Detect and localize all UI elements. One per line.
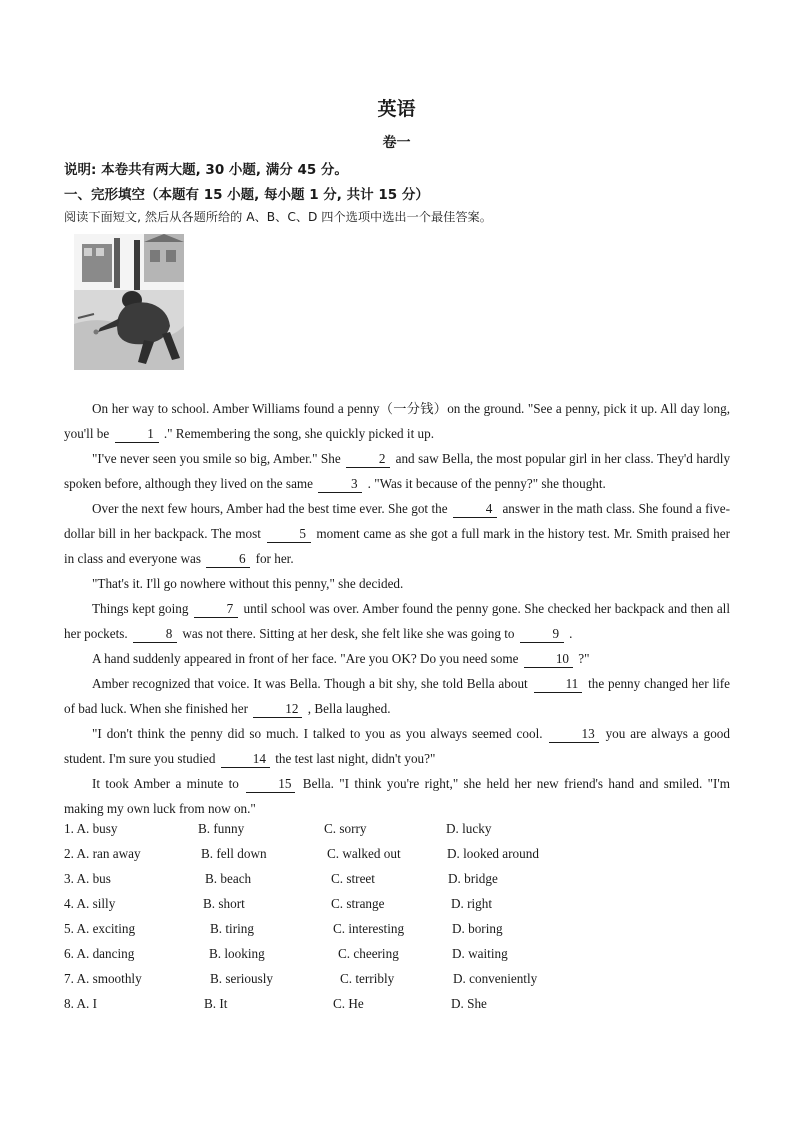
answer-blank: 9 <box>520 626 564 643</box>
answer-blank: 6 <box>206 551 250 568</box>
answer-blank: 1 <box>115 426 159 443</box>
option-d: D. bridge <box>448 871 498 886</box>
answer-blank: 13 <box>549 726 598 743</box>
answer-blank: 4 <box>453 501 497 518</box>
answer-blank: 8 <box>133 626 177 643</box>
passage-paragraph: Things kept going 7 until school was over. Amber found the penny gone. She checked her backpack and then all her pockets. 8 was not there. Sitting at her desk, she felt like she was going to 9 . <box>64 601 730 641</box>
passage-paragraph: Over the next few hours, Amber had the best time ever. She got the 4 answer in the math class. She found a five-dollar bill in her backpack. The most 5 moment came as she got a full mark in the history test. Mr. Smith praised her in class and everyone was 6 for her. <box>64 501 731 566</box>
passage-paragraph: "I've never seen you smile so big, Amber." She 2 and saw Bella, the most popular girl in her class. They'd hardly spoken before, although they lived on the same 3 . "Was it because of the penny?" she thought. <box>64 451 731 491</box>
answer-blank: 2 <box>346 451 390 468</box>
option-d: D. waiting <box>452 946 508 961</box>
answer-blank: 15 <box>246 776 295 793</box>
option-b: B. tiring <box>210 921 254 936</box>
passage-paragraph: "That's it. I'll go nowhere without this penny," she decided. <box>92 576 404 591</box>
option-c: C. terribly <box>340 971 395 986</box>
option-b: B. seriously <box>210 971 274 986</box>
page-title: 英语 <box>377 98 416 120</box>
section-heading: 一、完形填空（本题有 15 小题, 每小题 1 分, 共计 15 分） <box>64 187 429 203</box>
girl-picking-penny-illustration <box>74 234 184 370</box>
option-a: 8. A. I <box>64 996 97 1011</box>
cloze-passage <box>64 396 730 821</box>
answer-blank: 12 <box>253 701 302 718</box>
option-c: C. walked out <box>327 846 401 861</box>
option-c: C. street <box>331 871 375 886</box>
option-c: C. cheering <box>338 946 399 961</box>
option-a: 2. A. ran away <box>64 846 141 861</box>
option-d: D. looked around <box>447 846 539 861</box>
option-b: B. short <box>203 896 245 911</box>
passage-paragraph: Amber recognized that voice. It was Bella. Though a bit shy, she told Bella about 11 the penny changed her life of bad luck. When she finished her 12 , Bella laughed. <box>64 676 731 716</box>
option-b: B. funny <box>198 821 245 836</box>
option-b: B. looking <box>209 946 265 961</box>
option-a: 7. A. smoothly <box>64 971 142 986</box>
answer-blank: 10 <box>524 651 573 668</box>
option-b: B. fell down <box>201 846 267 861</box>
option-a: 3. A. bus <box>64 871 111 886</box>
passage-paragraph: It took Amber a minute to 15 Bella. "I think you're right," she held her new friend's hand and smiled. "I'm making my own luck from now on." <box>64 776 731 816</box>
answer-blank: 3 <box>318 476 362 493</box>
option-a: 6. A. dancing <box>64 946 135 961</box>
option-a: 5. A. exciting <box>64 921 136 936</box>
answer-blank: 5 <box>267 526 311 543</box>
answer-blank: 11 <box>534 676 583 693</box>
answer-blank: 7 <box>194 601 238 618</box>
option-a: 1. A. busy <box>64 821 118 836</box>
option-c: C. He <box>333 996 364 1011</box>
option-d: D. lucky <box>446 821 492 836</box>
option-d: D. right <box>451 896 493 911</box>
option-d: D. She <box>451 996 487 1011</box>
option-d: D. boring <box>452 921 503 936</box>
passage-paragraph: On her way to school. Amber Williams found a penny（一分钱）on the ground. "See a penny, pick it up. All day long, you'll be 1 ." Remembering the song, she quickly picked it up. <box>64 401 730 441</box>
answer-blank: 14 <box>221 751 270 768</box>
option-a: 4. A. silly <box>64 896 116 911</box>
section-instruction: 阅读下面短文, 然后从各题所给的 A、B、C、D 四个选项中选出一个最佳答案。 <box>64 210 492 224</box>
option-b: B. It <box>204 996 228 1011</box>
passage-paragraph: A hand suddenly appeared in front of her face. "Are you OK? Do you need some 10 ?" <box>92 651 590 666</box>
page-subtitle: 卷一 <box>382 135 411 151</box>
option-c: C. sorry <box>324 821 367 836</box>
option-c: C. strange <box>331 896 385 911</box>
exam-note: 说明: 本卷共有两大题, 30 小题, 满分 45 分。 <box>64 162 348 178</box>
option-d: D. conveniently <box>453 971 538 986</box>
option-c: C. interesting <box>333 921 405 936</box>
option-b: B. beach <box>205 871 252 886</box>
passage-paragraph: "I don't think the penny did so much. I talked to you as you always seemed cool. 13 you are always a good student. I'm sure you studied 14 the test last night, didn't you?" <box>64 726 730 766</box>
